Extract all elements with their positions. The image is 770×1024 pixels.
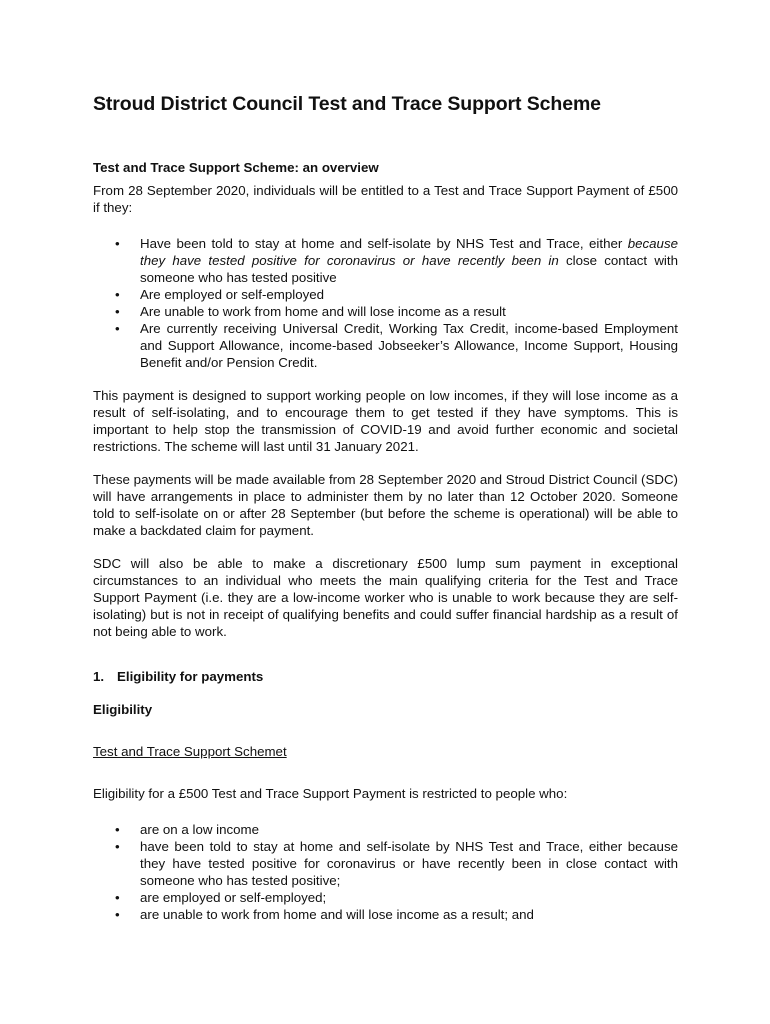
bullet-glyph: • bbox=[115, 321, 120, 336]
overview-paragraph-1: This payment is designed to support working people on low incomes, if they will lose income as a result of self-isolating, and to encourage them to get tested if they have symptoms. This is important to help stop the transmission of COVID-19 and avoid further economic and societal restrictions. The scheme will last until 31 January 2021. bbox=[93, 388, 678, 454]
list-item-text: Are unable to work from home and will lose income as a result bbox=[140, 304, 506, 319]
section-number: 1. bbox=[93, 669, 105, 684]
list-item-text: Are currently receiving Universal Credit, Working Tax Credit, income-based Employment and Support Allowance, income-based Jobseeker’s Allowance, Income Support, Housing Benefit and/or Pension Credit. bbox=[140, 321, 678, 370]
list-item-text: Have been told to stay at home and self-isolate by NHS Test and Trace, either bbox=[140, 236, 628, 251]
document-title: Stroud District Council Test and Trace Support Scheme bbox=[93, 93, 601, 115]
bullet-glyph: • bbox=[115, 907, 120, 922]
bullet-glyph: • bbox=[115, 822, 120, 837]
section-1-heading bbox=[93, 668, 678, 685]
overview-intro: From 28 September 2020, individuals will be entitled to a Test and Trace Support Payment of £500 if they: bbox=[93, 183, 678, 215]
list-item-text: are employed or self-employed; bbox=[140, 890, 327, 905]
list-item bbox=[115, 303, 678, 320]
overview-bullet-list bbox=[93, 235, 678, 371]
scheme-underlined-heading: Test and Trace Support Schemet bbox=[93, 744, 287, 759]
list-item bbox=[115, 889, 678, 906]
bullet-glyph: • bbox=[115, 304, 120, 319]
eligibility-subheading: Eligibility bbox=[93, 702, 153, 717]
list-item-text: have been told to stay at home and self-isolate by NHS Test and Trace, either because they have tested positive for coronavirus or have recently been in close contact with someone who has tested positive; bbox=[140, 839, 678, 888]
list-item-text: are on a low income bbox=[140, 822, 259, 837]
overview-paragraph-2: These payments will be made available from 28 September 2020 and Stroud District Council (SDC) will have arrangements in place to administer them by no later than 12 October 2020. Someone told to self-isolate on or after 28 September (but before the scheme is operational) will be able to make a backdated claim for payment. bbox=[93, 472, 678, 538]
list-item-text: are unable to work from home and will lose income as a result; and bbox=[140, 907, 534, 922]
bullet-glyph: • bbox=[115, 839, 120, 854]
list-item bbox=[115, 838, 678, 889]
list-item bbox=[115, 821, 678, 838]
overview-heading: Test and Trace Support Scheme: an overview bbox=[93, 160, 379, 175]
list-item bbox=[115, 286, 678, 303]
eligibility-intro: Eligibility for a £500 Test and Trace Support Payment is restricted to people who: bbox=[93, 786, 568, 801]
list-item-text: close contact with someone who has tested positive bbox=[140, 253, 678, 285]
section-title: Eligibility for payments bbox=[117, 669, 264, 684]
bullet-glyph: • bbox=[115, 236, 120, 251]
list-item-italic-text: because they have tested positive for coronavirus or have recently been in bbox=[140, 236, 678, 268]
list-item-text: Are employed or self-employed bbox=[140, 287, 325, 302]
bullet-glyph: • bbox=[115, 890, 120, 905]
overview-paragraph-3: SDC will also be able to make a discretionary £500 lump sum payment in exceptional circumstances to an individual who meets the main qualifying criteria for the Test and Trace Support Payment (i.e. they are a low-income worker who is unable to work because they are self-isolating) but is not in receipt of qualifying benefits and could suffer financial hardship as a result of not being able to work. bbox=[93, 556, 678, 639]
list-item bbox=[115, 235, 678, 286]
list-item bbox=[115, 906, 678, 923]
bullet-glyph: • bbox=[115, 287, 120, 302]
eligibility-bullet-list bbox=[93, 821, 678, 923]
list-item bbox=[115, 320, 678, 371]
